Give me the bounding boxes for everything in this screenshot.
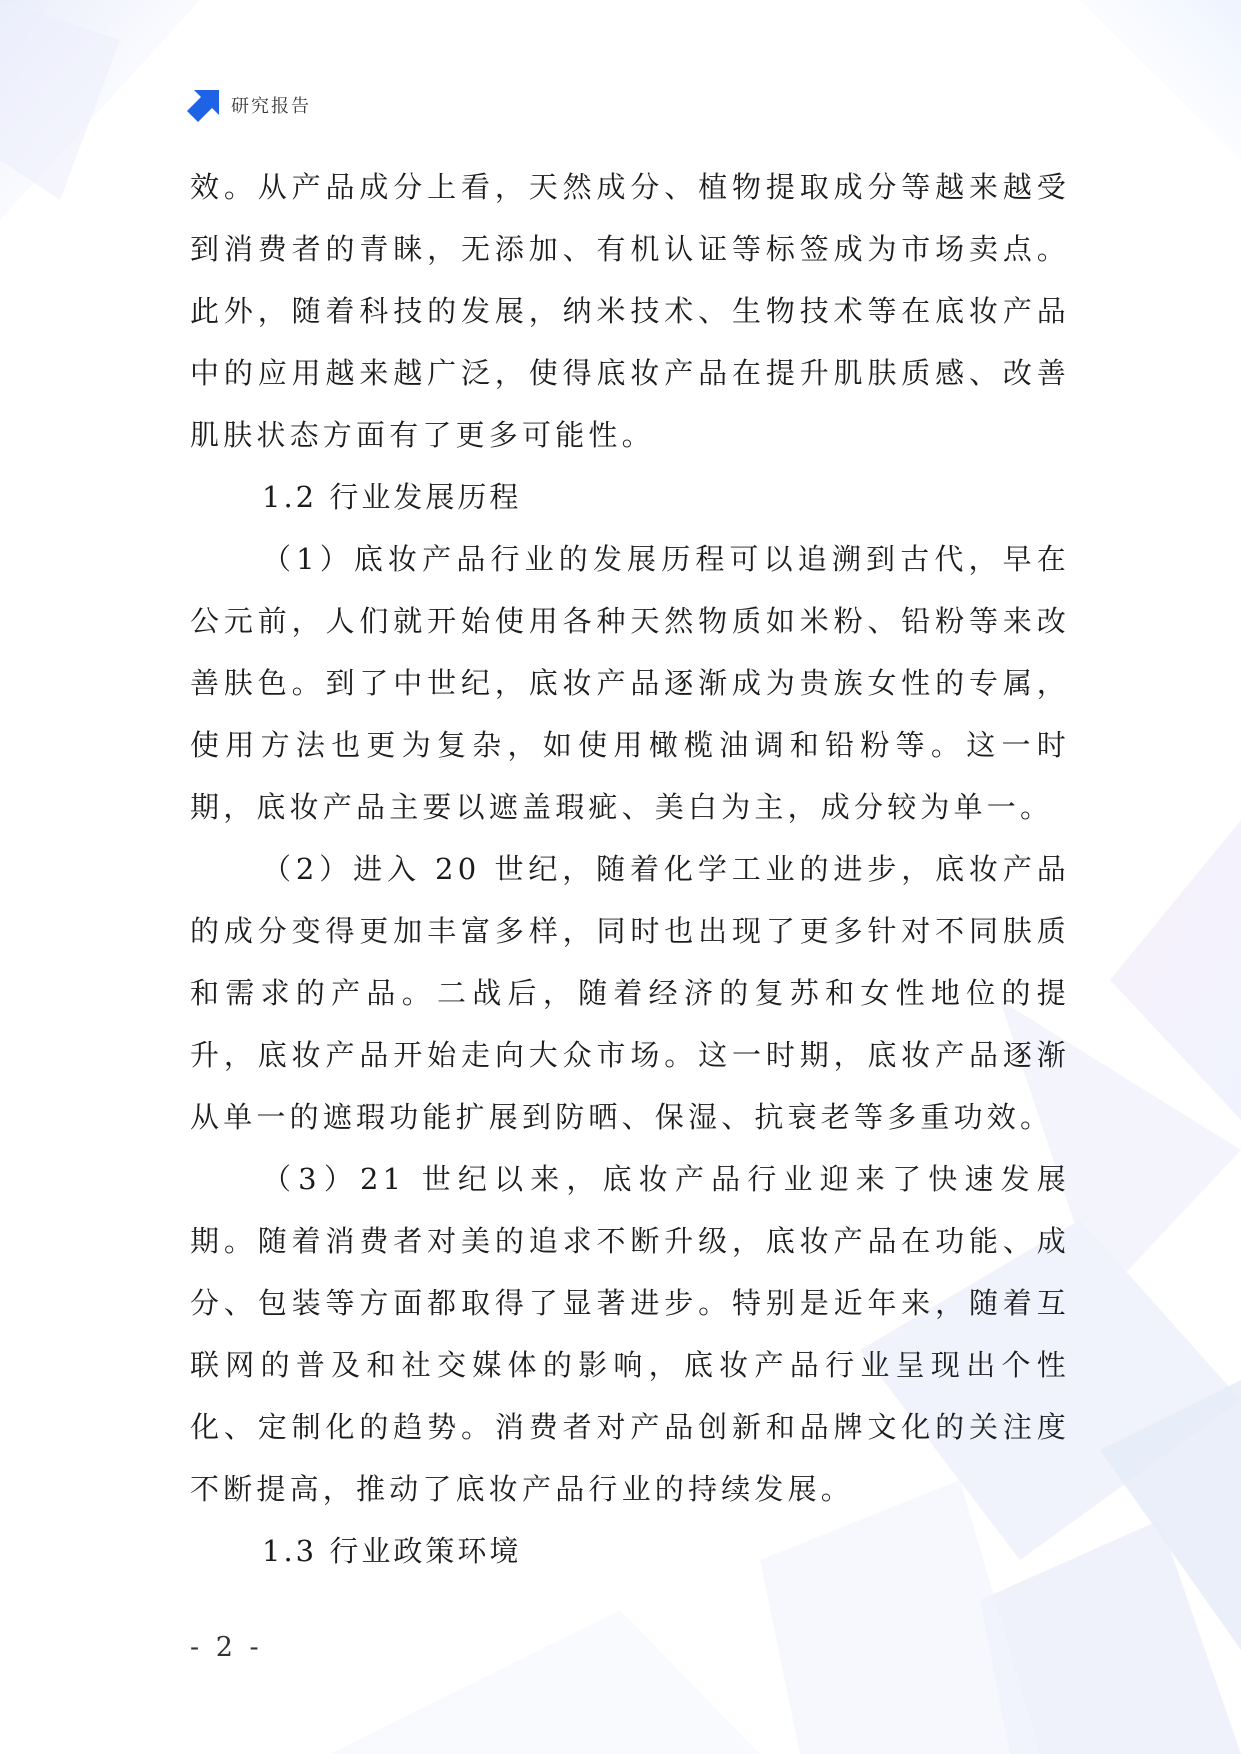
section-heading: 1.3 行业政策环境 — [262, 1534, 522, 1568]
section-heading: 1.2 行业发展历程 — [262, 480, 522, 514]
report-body — [190, 156, 1070, 1582]
page-number: - 2 - — [190, 1632, 263, 1663]
body-paragraph: 效。从产品成分上看，天然成分、植物提取成分等越来越受到消费者的青睐，无添加、有机认证等标签成为市场卖点。此外，随着科技的发展，纳米技术、生物技术等在底妆产品中的应用越来越广泛，使得底妆产品在提升肌肤质感、改善肌肤状态方面有了更多可能性。 — [190, 170, 1070, 452]
report-header — [187, 88, 311, 122]
body-paragraph: （1）底妆产品行业的发展历程可以追溯到古代，早在公元前，人们就开始使用各种天然物质如米粉、铅粉等来改善肤色。到了中世纪，底妆产品逐渐成为贵族女性的专属，使用方法也更为复杂，如使用橄榄油调和铅粉等。这一时期，底妆产品主要以遮盖瑕疵、美白为主，成分较为单一。 — [190, 542, 1070, 824]
body-paragraph: （2）进入 20 世纪，随着化学工业的进步，底妆产品的成分变得更加丰富多样，同时也出现了更多针对不同肤质和需求的产品。二战后，随着经济的复苏和女性地位的提升，底妆产品开始走向大众市场。这一时期，底妆产品逐渐从单一的遮瑕功能扩展到防晒、保湿、抗衰老等多重功效。 — [190, 852, 1070, 1134]
body-paragraph: （3）21 世纪以来，底妆产品行业迎来了快速发展期。随着消费者对美的追求不断升级，底妆产品在功能、成分、包装等方面都取得了显著进步。特别是近年来，随着互联网的普及和社交媒体的影响，底妆产品行业呈现出个性化、定制化的趋势。消费者对产品创新和品牌文化的关注度不断提高，推动了底妆产品行业的持续发展。 — [190, 1162, 1070, 1506]
header-title: 研究报告 — [231, 96, 311, 117]
arrow-up-right-icon — [187, 88, 221, 122]
